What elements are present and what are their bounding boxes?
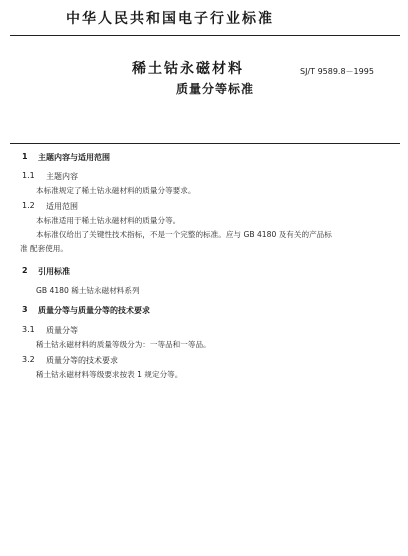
document-title-line1: 稀土钴永磁材料: [132, 61, 244, 77]
section-3-number: 3: [22, 305, 28, 314]
document-title-line2: 质量分等标准: [176, 82, 255, 96]
section-1-1-title: 主题内容: [46, 172, 78, 181]
section-1-2-text-2a: 本标准仅给出了关键性技术指标，不是一个完整的标准。应与 GB 4180 及有关的产品标: [36, 230, 332, 239]
standard-code: SJ/T 9589.8－1995: [300, 67, 374, 76]
section-3-title: 质量分等与质量分等的技术要求: [38, 306, 150, 315]
section-2-title: 引用标准: [38, 267, 70, 276]
section-3-2-title: 质量分等的技术要求: [46, 356, 118, 365]
standard-authority-header: 中华人民共和国电子行业标准: [66, 11, 274, 27]
section-1-2-title: 适用范围: [46, 202, 78, 211]
title-divider: [10, 143, 400, 144]
section-3-2-number: 3.2: [22, 355, 35, 364]
section-1-1-number: 1.1: [22, 171, 35, 180]
section-3-2-text: 稀土钴永磁材料等级要求按表 1 规定分等。: [36, 370, 183, 379]
section-1-title: 主题内容与适用范围: [38, 153, 110, 162]
section-1-1-text: 本标准规定了稀土钴永磁材料的质量分等要求。: [36, 186, 196, 195]
referenced-standard: GB 4180 稀土钴永磁材料系列: [36, 286, 140, 295]
section-3-1-number: 3.1: [22, 325, 35, 334]
section-3-1-text: 稀土钴永磁材料的质量等级分为：一等品和一等品。: [36, 340, 211, 349]
section-1-number: 1: [22, 152, 28, 161]
header-divider: [10, 35, 400, 36]
section-1-2-number: 1.2: [22, 201, 35, 210]
section-1-2-text-2b: 准 配套使用。: [20, 244, 68, 253]
section-3-1-title: 质量分等: [46, 326, 78, 335]
section-2-number: 2: [22, 266, 28, 275]
section-1-2-text-1: 本标准适用于稀土钴永磁材料的质量分等。: [36, 216, 181, 225]
